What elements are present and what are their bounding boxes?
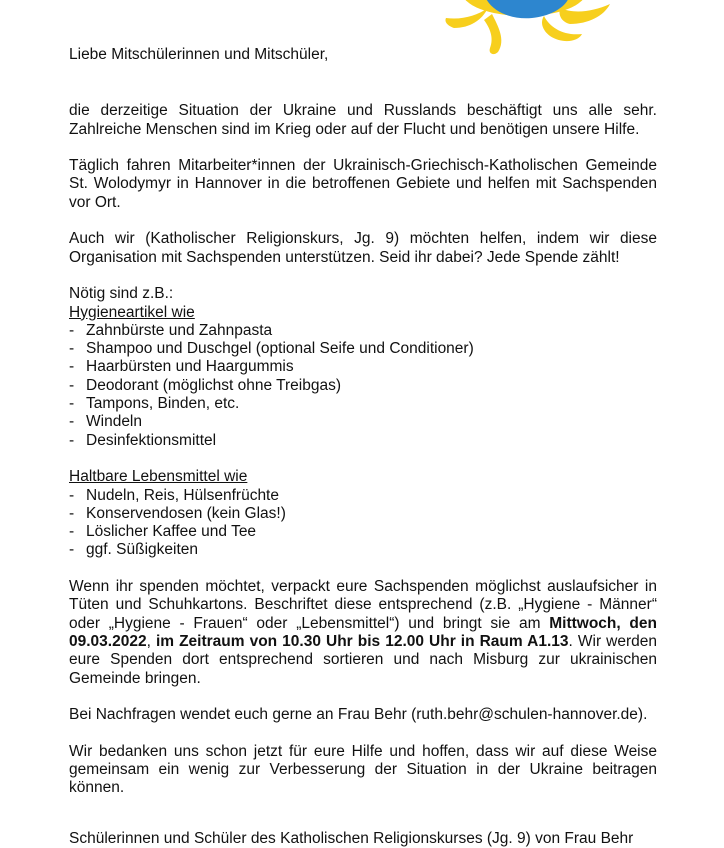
hygiene-heading: Hygieneartikel wie (69, 303, 195, 321)
donation-date: Mittwoch, den 09.03.2022 (69, 614, 657, 650)
donation-time-room: im Zeitraum von 10.30 Uhr bis 12.00 Uhr in Raum A1.13 (155, 632, 569, 650)
donation-text: . Wir werden eure Spenden dort entsprechend sortieren und nach Misburg zur ukrainischen Gemeinde bringen. (69, 632, 657, 687)
list-item: - Tampons, Binden, etc. (69, 395, 657, 413)
food-list (69, 487, 657, 560)
paragraph-help: Auch wir (Katholischer Religionskurs, Jg. 9) möchten helfen, indem wir diese Organisation mit Sachspenden unterstützen. Seid ihr dabei? Jede Spende zählt! (69, 230, 657, 266)
list-item: - Shampoo und Duschgel (optional Seife und Conditioner) (69, 340, 657, 358)
paragraph-contact: Bei Nachfragen wendet euch gerne an Frau Behr (ruth.behr@schulen-hannover.de). (69, 706, 648, 724)
letter-body (69, 46, 657, 798)
list-item: - Nudeln, Reis, Hülsenfrüchte (69, 487, 657, 505)
food-heading: Haltbare Lebensmittel wie (69, 468, 248, 486)
hygiene-list (69, 322, 657, 450)
greeting: Liebe Mitschülerinnen und Mitschüler, (69, 46, 329, 63)
list-item: - ggf. Süßigkeiten (69, 541, 657, 559)
list-item: - Desinfektionsmittel (69, 432, 657, 450)
paragraph-donation (69, 578, 657, 688)
paragraph-situation: die derzeitige Situation der Ukraine und Russlands beschäftigt uns alle sehr. Zahlreiche Menschen sind im Krieg oder auf der Flucht und benötigen unsere Hilfe. (69, 102, 657, 138)
signature: Schülerinnen und Schüler des Katholischen Religionskurses (Jg. 9) von Frau Behr (69, 830, 634, 847)
list-item: - Haarbürsten und Haargummis (69, 358, 657, 376)
paragraph-thanks: Wir bedanken uns schon jetzt für eure Hilfe und hoffen, dass wir auf diese Weise gemeinsam ein wenig zur Verbesserung der Situation in der Ukraine beitragen können. (69, 742, 657, 797)
needed-intro: Nötig sind z.B.: (69, 285, 174, 303)
donation-text: Wenn ihr spenden möchtet, verpackt eure Sachspenden möglichst auslaufsicher in Tüten und Schuhkartons. Beschriftet diese entsprechend (z.B. „Hygiene - Männer“ oder „Hygiene - Frauen“ oder „Lebensmittel“) und bringt sie am (69, 578, 657, 632)
list-item: - Konservendosen (kein Glas!) (69, 505, 657, 523)
list-item: - Löslicher Kaffee und Tee (69, 523, 657, 541)
list-item: - Windeln (69, 413, 657, 431)
list-item: - Zahnbürste und Zahnpasta (69, 322, 657, 340)
list-item: - Deodorant (möglichst ohne Treibgas) (69, 377, 657, 395)
donation-text: , (146, 632, 156, 650)
paragraph-community: Täglich fahren Mitarbeiter*innen der Ukrainisch-Griechisch-Katholischen Gemeinde St. Wolodymyr in Hannover in die betroffenen Gebiete und helfen mit Sachspenden vor Ort. (69, 157, 657, 211)
